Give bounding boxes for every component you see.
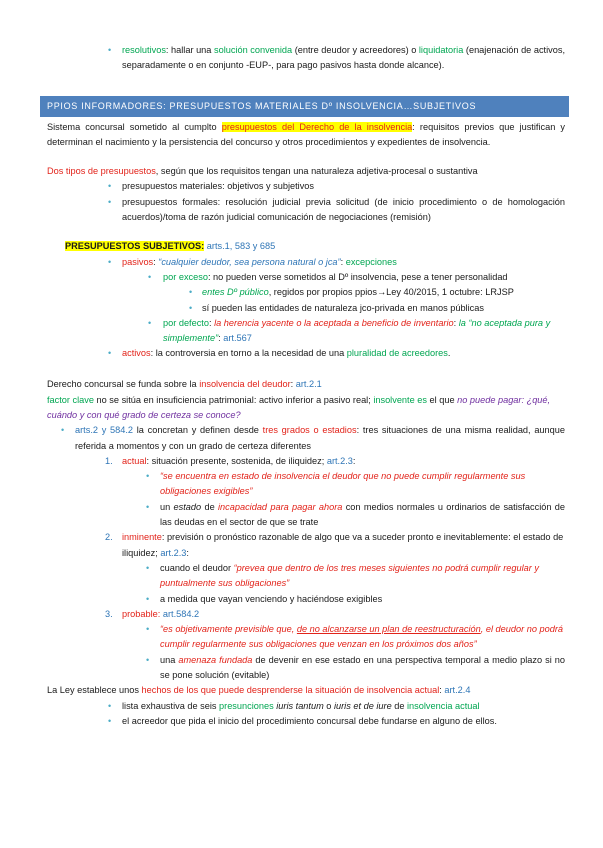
text-segment: : <box>352 455 356 466</box>
text-segment: : previsión o pronóstico razonable de algo que va a suceder pronto e inevitablemente: el estado de iliquidez; <box>122 532 564 558</box>
list-item: • presupuestos formales: resolución judicial previa solicitud (de inicio procedimiento o de homologación acuerdos)/toma de razón judicial comunicación de negociaciones (remisión) <box>122 195 565 226</box>
key-term: hechos de los que puede desprenderse la situación de insolvencia actual <box>141 685 440 696</box>
resolutivos-item <box>122 43 565 74</box>
text-segment: una <box>160 654 179 665</box>
key-term: Dos tipos de presupuestos <box>47 166 156 177</box>
underlined-quote: de no alcanzarse un plan de reestructuración <box>296 624 481 635</box>
text-segment: cuando el deudor <box>160 562 234 573</box>
key-term: incapacidad para pagar ahora <box>218 501 343 512</box>
text-segment: (enajenación de activos, separadamente o en conjunto -EUP-, para pago pasivos hasta donde alcance). <box>122 45 566 71</box>
text-segment: de <box>201 501 218 512</box>
activos-item <box>122 346 565 361</box>
key-term: entes Dº público <box>202 287 269 298</box>
grado-inminente <box>105 530 565 561</box>
text-segment: o <box>323 700 334 711</box>
key-term: insolvencia del deudor <box>199 379 291 390</box>
sistema-paragraph <box>47 120 565 151</box>
text-segment: : <box>453 317 459 328</box>
list-number: 2. <box>105 532 113 543</box>
article-reference: arts.1, 583 y 685 <box>204 241 276 252</box>
term-resolutivos: resolutivos <box>122 45 166 55</box>
text-segment: : <box>186 547 189 558</box>
pasivos-item <box>122 255 565 270</box>
text-segment: : la controversia en torno a la necesidad de una <box>150 348 347 359</box>
key-term: factor clave <box>47 394 94 405</box>
text-segment: estado <box>173 501 202 512</box>
term-liquidatoria: liquidatoria <box>418 45 464 55</box>
text-segment: . <box>447 348 451 359</box>
question: no puede pagar: ¿qué, cuándo y con qué grado de certeza se conoce? <box>47 394 551 420</box>
text-segment: de <box>391 700 408 711</box>
text-segment: : <box>157 608 163 619</box>
text-segment: : <box>290 379 296 390</box>
list-item <box>160 500 565 531</box>
text-segment: lista exhaustiva de seis <box>122 700 220 711</box>
quote: “es objetivamente previsible que, <box>160 624 297 635</box>
subjetivos-heading <box>65 239 565 254</box>
ley-lead <box>47 683 565 698</box>
list-item <box>160 561 565 592</box>
text-segment: con medios normales u ordinarios de satisfacción de las deudas en el sector de que se trate <box>160 501 566 528</box>
text-segment: un <box>160 501 174 512</box>
list-item: • presupuestos materiales: objetivos y subjetivos <box>122 179 565 194</box>
insolvencia-lead <box>47 377 565 392</box>
quote-item <box>160 622 565 653</box>
key-term: amenaza fundada <box>178 654 253 665</box>
article-reference: art.584.2 <box>162 608 200 619</box>
text-segment: : <box>340 256 346 267</box>
key-term: tres grados o estadios <box>262 425 357 436</box>
text-segment: Derecho concursal se funda sobre la <box>47 379 200 390</box>
text-segment: Sistema concursal sometido al cumplto <box>47 122 222 133</box>
por-defecto-item <box>163 316 565 347</box>
text-segment: : <box>218 333 224 344</box>
text-segment: : requisitos previos que justifican y determinan el nacimiento y la persistencia del concurso y otros procedimientos y expedientes de insolvencia. <box>47 122 566 148</box>
section-header: PPIOS INFORMADORES: PRESUPUESTOS MATERIALES Dº INSOLVENCIA…SUBJETIVOS <box>40 96 569 117</box>
text-segment: : hallar una <box>165 45 214 55</box>
factor-clave-paragraph <box>47 393 565 424</box>
quote: , el deudor no podrá cumplir regularmente sus obligaciones que venzan en los próximos dos años” <box>160 624 563 650</box>
grado-actual <box>105 454 565 469</box>
key-term: presunciones <box>219 700 274 711</box>
article-reference: art.2.1 <box>295 379 322 390</box>
quote-item: • “se encuentra en estado de insolvencia el deudor que no puede cumplir regularmente sus obligaciones exigibles” <box>160 469 565 500</box>
highlighted-term: presupuestos del Derecho de la insolvencia <box>221 122 413 133</box>
text-segment: : tres situaciones de una misma realidad, aunque referida a momentos y con un grado de certeza diferentes <box>75 425 565 451</box>
key-term: insolvencia actual <box>407 700 480 711</box>
list-item: • a medida que vayan venciendo y haciéndose exigibles <box>160 592 565 607</box>
text-segment: de devenir en ese estado en una perspectiva temporal a medio plazo si no se pone solución (evitable) <box>160 654 565 680</box>
quote: la herencia yacente o la aceptada a beneficio de inventario <box>214 317 454 328</box>
article-reference: art.2.3 <box>326 455 353 466</box>
key-term: por defecto <box>163 317 209 328</box>
quote: “cualquier deudor, sea persona natural o jca” <box>158 256 341 267</box>
term-solucion-convenida: solución convenida <box>213 45 293 55</box>
dos-tipos-lead <box>47 164 565 179</box>
article-reference: arts.2 y 584.2 <box>75 425 134 436</box>
grado-probable <box>105 607 565 622</box>
text-segment: no se sitúa en insuficiencia patrimonial: activo inferior a pasivo real; <box>93 394 374 405</box>
list-number: 1. <box>105 455 113 466</box>
key-term: inminente <box>122 532 162 543</box>
text-segment: la concretan y definen desde <box>133 425 263 436</box>
text-segment: , según que los requisitos tengan una naturaleza adjetiva-procesal o sustantiva <box>155 166 478 177</box>
key-term: pluralidad de acreedores <box>346 348 448 359</box>
text-segment: : <box>153 256 159 267</box>
highlighted-heading: PRESUPUESTOS SUBJETIVOS: <box>65 241 205 252</box>
key-term: por exceso <box>163 271 208 282</box>
list-item: • sí pueden las entidades de naturaleza jco-privada en manos públicas <box>202 301 565 316</box>
quote: la “no aceptada pura y simplemente” <box>163 317 551 344</box>
key-term: activos <box>122 348 151 359</box>
text-segment: , regidos por propios ppios→Ley 40/2015, 1 octubre: LRJSP <box>268 287 514 298</box>
latin-term: iuris tantum <box>276 700 324 711</box>
key-term: excepciones <box>345 256 397 267</box>
text-segment: : situación presente, sostenida, de iliquidez; <box>146 455 327 466</box>
por-exceso-item <box>163 270 565 285</box>
list-item <box>160 653 565 684</box>
key-term: pasivos <box>122 256 154 267</box>
text-segment: : <box>439 685 445 696</box>
key-term: probable <box>122 608 158 619</box>
key-term: insolvente es <box>373 394 427 405</box>
list-item: • el acreedor que pida el inicio del procedimiento concursal debe fundarse en alguno de ellos. <box>122 714 565 729</box>
text-segment: La Ley establece unos <box>47 685 142 696</box>
quote: “prevea que dentro de los tres meses siguientes no podrá cumplir regular y puntualmente sus obligaciones” <box>160 562 539 589</box>
list-item <box>122 699 565 714</box>
article-reference: art.2.4 <box>444 685 471 696</box>
text-segment: : <box>208 317 215 328</box>
arts-item <box>75 423 565 454</box>
text-segment: (entre deudor y acreedores) o <box>292 45 419 55</box>
article-reference: art.2.3 <box>160 547 187 558</box>
article-reference: art.567 <box>223 333 252 344</box>
entes-item <box>202 285 565 300</box>
list-number: 3. <box>105 608 113 619</box>
latin-term: iuris et de iure <box>333 700 392 711</box>
text-segment: : no pueden verse sometidos al Dº insolvencia, pese a tener personalidad <box>207 271 508 282</box>
key-term: actual <box>122 455 147 466</box>
text-segment: el que <box>426 394 458 405</box>
